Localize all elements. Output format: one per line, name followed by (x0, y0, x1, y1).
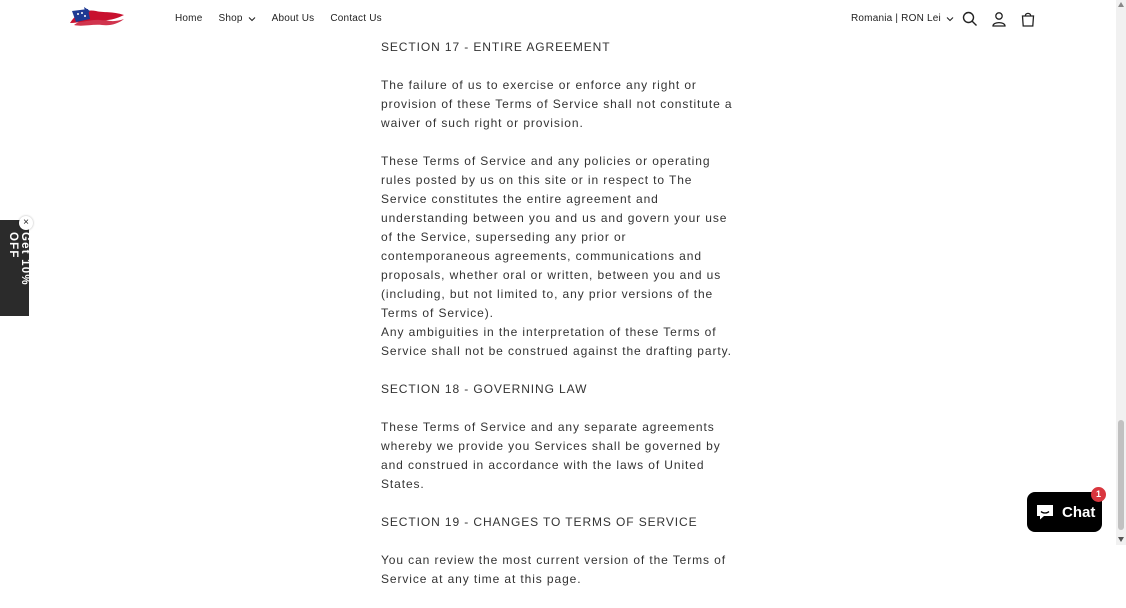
main-nav (175, 13, 398, 24)
section-17-paragraph-3: Any ambiguities in the interpretation of these Terms of Service shall not be construed against the drafting party. (381, 325, 732, 358)
scroll-up-arrow-icon[interactable] (1118, 2, 1124, 7)
discount-popup-label: Get 10% OFF (7, 232, 31, 286)
close-icon[interactable]: × (19, 216, 33, 230)
section-17-heading: SECTION 17 - ENTIRE AGREEMENT (381, 40, 611, 54)
eagle-flag-logo-icon (66, 5, 128, 33)
cart-icon[interactable] (1019, 10, 1037, 28)
account-icon[interactable] (990, 10, 1008, 28)
section-17-paragraph-1: The failure of us to exercise or enforce any right or provision of these Terms of Service shall not constitute a waiver of such right or provision. (381, 78, 733, 130)
chat-label: Chat (1062, 503, 1096, 521)
store-logo[interactable] (66, 5, 128, 33)
scrollbar-thumb[interactable] (1118, 420, 1124, 530)
nav-home-label: Home (175, 13, 203, 24)
nav-home[interactable] (175, 13, 202, 24)
nav-shop[interactable] (218, 13, 255, 24)
nav-contact-us[interactable] (330, 13, 381, 24)
nav-about-us[interactable] (272, 13, 315, 24)
nav-about-label: About Us (271, 13, 315, 24)
terms-content (381, 38, 737, 608)
nav-contact-label: Contact Us (330, 13, 382, 24)
discount-popup-tab[interactable] (0, 220, 29, 316)
chevron-down-icon (946, 15, 954, 23)
country-currency-selector[interactable] (851, 13, 954, 24)
locale-label: Romania | RON Lei (851, 13, 941, 24)
section-19-heading: SECTION 19 - CHANGES TO TERMS OF SERVICE (381, 515, 698, 529)
chat-bubble-icon (1035, 503, 1055, 521)
nav-shop-label: Shop (218, 13, 243, 24)
chat-button[interactable] (1027, 492, 1102, 532)
chevron-down-icon (248, 15, 256, 23)
site-header (0, 0, 1116, 38)
scroll-down-arrow-icon[interactable] (1118, 537, 1124, 542)
search-icon[interactable] (961, 10, 979, 28)
section-19-paragraph: You can review the most current version of the Terms of Service at any time at this page. (381, 553, 726, 586)
section-18-heading: SECTION 18 - GOVERNING LAW (381, 382, 588, 396)
chat-notification-badge: 1 (1091, 487, 1106, 502)
section-17-paragraph-2: These Terms of Service and any policies or operating rules posted by us on this site or in respect to The Service constitutes the entire agreement and understanding between you and us and govern your use of the Service, superseding any prior or contemporaneous agreements, communications and proposals, whether oral or written, between you and us (including, but not limited to, any prior versions of the Terms of Service). (381, 154, 728, 320)
section-18-paragraph: These Terms of Service and any separate agreements whereby we provide you Services shall be governed by and construed in accordance with the laws of United States. (381, 420, 721, 491)
